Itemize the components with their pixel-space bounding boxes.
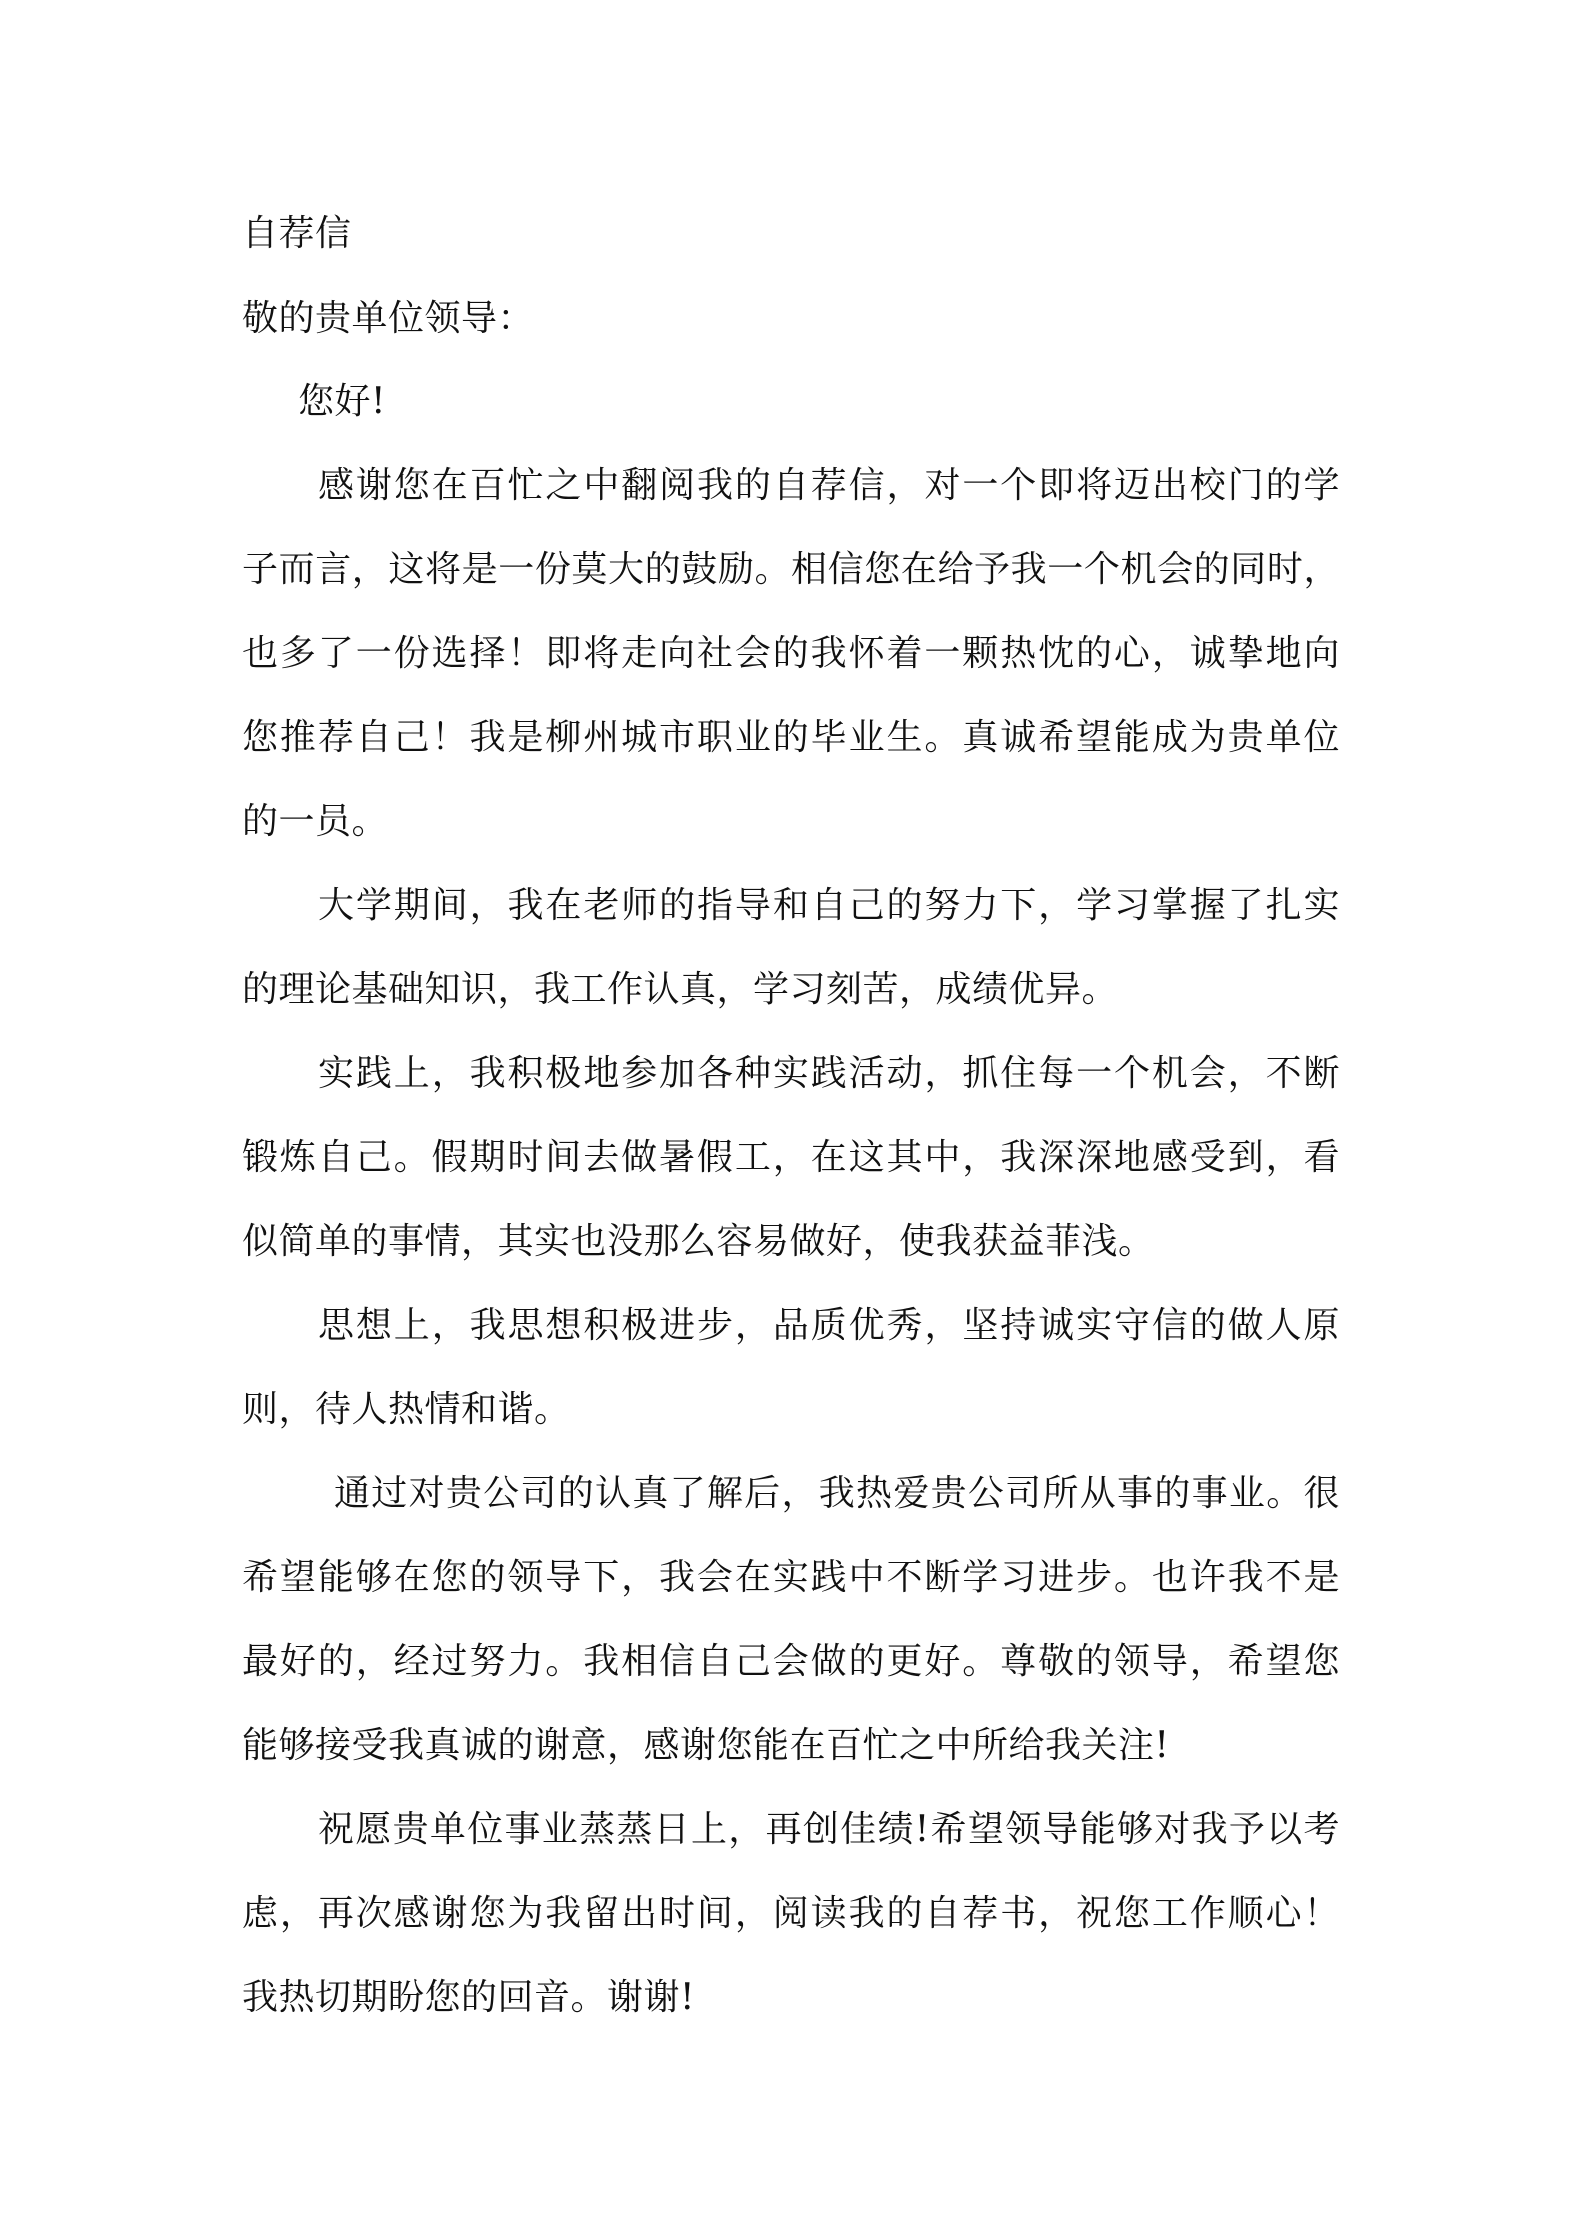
paragraph-line: 祝愿贵单位事业蒸蒸日上，再创佳绩!希望领导能够对我予以考 bbox=[318, 1809, 1340, 1850]
paragraph-line: 大学期间，我在老师的指导和自己的努力下，学习掌握了扎实 bbox=[318, 885, 1340, 926]
paragraph-line: 思想上，我思想积极进步，品质优秀，坚持诚实守信的做人原 bbox=[318, 1305, 1340, 1346]
paragraph-line: 则，待人热情和谐。 bbox=[242, 1389, 571, 1430]
paragraph-line: 最好的，经过努力。我相信自己会做的更好。尊敬的领导，希望您 bbox=[242, 1641, 1340, 1682]
paragraph-line: 虑，再次感谢您为我留出时间，阅读我的自荐书，祝您工作顺心！ bbox=[242, 1893, 1340, 1934]
paragraph-line: 的一员。 bbox=[242, 801, 389, 842]
paragraph-line: 您推荐自己！我是柳州城市职业的毕业生。真诚希望能成为贵单位 bbox=[242, 717, 1340, 758]
paragraph-line: 似简单的事情，其实也没那么容易做好，使我获益菲浅。 bbox=[242, 1221, 1155, 1262]
letter-title: 自荐信 bbox=[242, 213, 352, 254]
paragraph-line: 感谢您在百忙之中翻阅我的自荐信，对一个即将迈出校门的学 bbox=[318, 465, 1340, 506]
paragraph-line: 实践上，我积极地参加各种实践活动，抓住每一个机会，不断 bbox=[318, 1053, 1340, 1094]
paragraph-line: 锻炼自己。假期时间去做暑假工，在这其中，我深深地感受到，看 bbox=[242, 1137, 1340, 1178]
greeting: 您好! bbox=[298, 381, 386, 422]
paragraph-line: 通过对贵公司的认真了解后，我热爱贵公司所从事的事业。很 bbox=[334, 1473, 1340, 1514]
paragraph-line: 希望能够在您的领导下，我会在实践中不断学习进步。也许我不是 bbox=[242, 1557, 1340, 1598]
paragraph-line: 我热切期盼您的回音。谢谢! bbox=[242, 1977, 695, 2018]
paragraph-line: 子而言，这将是一份莫大的鼓励。相信您在给予我一个机会的同时， bbox=[242, 549, 1340, 590]
salutation: 敬的贵单位领导： bbox=[242, 298, 535, 339]
paragraph-line: 能够接受我真诚的谢意，感谢您能在百忙之中所给我关注! bbox=[242, 1725, 1170, 1766]
paragraph-line: 的理论基础知识，我工作认真，学习刻苦，成绩优异。 bbox=[242, 969, 1119, 1010]
paragraph-line: 也多了一份选择！即将走向社会的我怀着一颗热忱的心，诚挚地向 bbox=[242, 633, 1340, 674]
